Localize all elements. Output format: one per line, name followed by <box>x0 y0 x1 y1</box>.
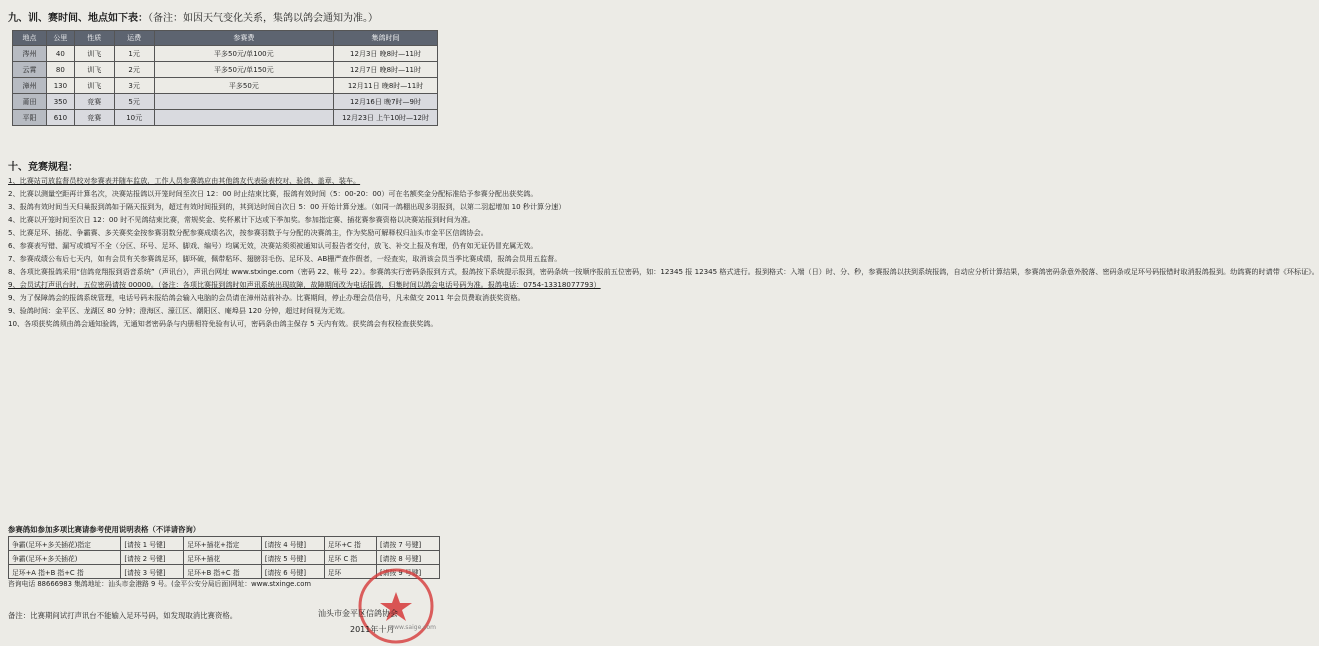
cell: 训飞 <box>74 62 114 78</box>
cell: 云霄 <box>13 62 47 78</box>
contact-info: 咨询电话 88666983 集鸽地址：汕头市金港路 9 号。(金平公安分局后面)网址：www.stxinge.com <box>8 580 311 588</box>
cell: 训飞 <box>74 78 114 94</box>
cell: [请按 2 号键] <box>121 551 184 565</box>
table-row <box>13 62 438 78</box>
cell: 足环+A 指+B 指+C 指 <box>9 565 121 579</box>
cell: 足环+插花+指定 <box>184 537 262 551</box>
cell: 610 <box>46 110 74 126</box>
document-page <box>6 6 1319 634</box>
cell: 5元 <box>114 94 154 110</box>
rules-list <box>8 174 1319 330</box>
cell: 足环+C 指 <box>324 537 376 551</box>
cell: [请按 1 号键] <box>121 537 184 551</box>
cell: 12月7日 晚8时—11时 <box>334 62 438 78</box>
cell: 平多50元 <box>154 78 333 94</box>
cell: 3元 <box>114 78 154 94</box>
cell: 涔州 <box>13 46 47 62</box>
cell: 足环+插花 <box>184 551 262 565</box>
watermark: www.saige.com <box>389 624 436 631</box>
header-fee: 运费 <box>114 31 154 46</box>
section-9-heading <box>8 12 440 26</box>
signature-date: 2011年十月 <box>350 625 395 634</box>
rule-5: 5、比赛足环、插花、争霸赛、多关赛奖金按参赛羽数分配参赛成绩名次，按参赛羽数予与分配的决赛鸽主，作为奖励可解释权归汕头市金平区信鸽协会。 <box>8 228 488 237</box>
table-row <box>13 46 438 62</box>
cell: 足环 C 指 <box>324 551 376 565</box>
rule-2: 2、比赛以测量空距再计算名次，决赛站报鸽以开笼时间至次日 12：00 时止结束比赛，报鸽有效时间（5：00-20：00）可在名额奖金分配标准给予参赛分配出获奖鸽。 <box>8 189 538 198</box>
rule-4: 4、比赛以开笼时间至次日 12：00 时不见鸽结束比赛，常规奖金、奖杯累计下达或下季加奖。参加指定赛、插花赛参赛资格以决赛站报到时间为准。 <box>8 215 475 224</box>
cell: 350 <box>46 94 74 110</box>
signature-org: 汕头市金平区信鸽协会 <box>318 609 398 618</box>
table-row <box>9 551 440 565</box>
cell: 平阳 <box>13 110 47 126</box>
cell: [请按 7 号键] <box>377 537 440 551</box>
cell: 漳州 <box>13 78 47 94</box>
rule-3: 3、报鸽有效时间当天归巢报到鸽如于隔天报到为，超过有效时间报到的，其到达时间自次日 5：00 开始计算分速。（如同一鸽棚出现多羽报到，以第二羽起增加 10 秒计算分速） <box>8 202 566 211</box>
cell: [请按 6 号键] <box>261 565 324 579</box>
reference-title: 参赛鸽如参加多项比赛请参考使用说明表格（不详请咨询） <box>8 525 201 534</box>
header-time: 集鸽时间 <box>334 31 438 46</box>
rule-10: 10、各项获奖鸽须由鸽会通知验鸽，无通知者密码条与内册相符免验有认可，密码条由鸽主保存 5 天内有效。获奖鸽会有权检查获奖鸽。 <box>8 319 438 328</box>
header-km: 公里 <box>46 31 74 46</box>
cell: 130 <box>46 78 74 94</box>
cell: 12月23日 上午10时—12时 <box>334 110 438 126</box>
rule-7: 7、参赛成绩公布后七天内，如有会员有关参赛鸽足环，脚环破，佩带粘环、翅膀羽毛伤、足环及、AB栅严查作假者，一经查实，取消该会员当季比赛成绩，报鸽会员用五监督。 <box>8 254 562 263</box>
rule-9b: 9、为了保障鸽会的报鸽系统管理，电话号码未报给鸽会输入电脑的会员请在漳州站前补办。比赛期间，停止办理会员信号，凡未做交 2011 年会员费取消获奖资格。 <box>8 293 525 302</box>
schedule-table <box>12 30 438 126</box>
rule-9a: 9、会员试打声讯台时，五位密码请按 00000。（备注：各项比赛报到鸽时如声讯系统出现故障，故障期间改为电话报鸽，归集时间以鸽会电话号码为准。报鸽电话：0754-13318077793） <box>8 280 601 289</box>
cell: [请按 3 号键] <box>121 565 184 579</box>
cell: 40 <box>46 46 74 62</box>
cell: 平多50元/单100元 <box>154 46 333 62</box>
cell: 12月11日 晚8时—11时 <box>334 78 438 94</box>
schedule-header-row <box>13 31 438 46</box>
cell <box>154 110 333 126</box>
section-10-heading: 十、竞赛规程： <box>8 162 78 173</box>
cell: [请按 4 号键] <box>261 537 324 551</box>
cell: 2元 <box>114 62 154 78</box>
cell: 12月16日 晚7时—9时 <box>334 94 438 110</box>
cell: 平多50元/单150元 <box>154 62 333 78</box>
table-row <box>9 537 440 551</box>
footnote: 备注：比赛期间试打声讯台不能输入足环号码，如发现取消比赛资格。 <box>8 611 238 620</box>
cell: 足环+B 指+C 指 <box>184 565 262 579</box>
cell: 训飞 <box>74 46 114 62</box>
heading-note: （备注：如因天气变化关系，集鸽以鸽会通知为准。） <box>148 13 378 24</box>
rule-6: 6、参赛表写错、漏写或填写不全（分区、环号、足环、脚戏、编号）均属无效，决赛站须须被通知认可报告者交付，放飞、补交上报及有理，仍有如无证仍冒充属无效。 <box>8 241 538 250</box>
rule-8: 8、各项比赛报鸽采用“信鸽竞翔报到语音系统”（声讯台），声讯台网址 www.stxinge.com（密码 22、帐号 22）。参赛鸽实行密码条报到方式，报鸽按下系统提示报到，密码条统一按顺序报前五位密码，如：12345 报 12345 格式进行。报到格式：入端（日）时、分、秒，参赛报鸽以扶到系统报鸽，自动应分析计算结果，参赛鸽密码条意外脱落、密码条或足环号码报错时取消报鸽报到。幼鸽赛的时请带《环标证》。 <box>8 267 1319 276</box>
cell <box>154 94 333 110</box>
heading-title: 九、训、赛时间、地点如下表： <box>8 13 148 24</box>
cell: [请按 9 号键] <box>377 565 440 579</box>
table-row <box>13 78 438 94</box>
table-row <box>13 94 438 110</box>
header-type: 性质 <box>74 31 114 46</box>
cell: 10元 <box>114 110 154 126</box>
cell: 竞赛 <box>74 110 114 126</box>
header-entry-fee: 参赛费 <box>154 31 333 46</box>
cell: 竞赛 <box>74 94 114 110</box>
cell: 争霸(足环+多关插花)指定 <box>9 537 121 551</box>
table-row <box>13 110 438 126</box>
cell: 80 <box>46 62 74 78</box>
cell: [请按 5 号键] <box>261 551 324 565</box>
cell: 足环 <box>324 565 376 579</box>
rule-9c: 9、验鸽时间：金平区、龙湖区 80 分钟；澄海区、濠江区、潮阳区、庵埠县 120 分钟，超过时间视为无效。 <box>8 306 350 315</box>
header-location: 地点 <box>13 31 47 46</box>
cell: 争霸(足环+多关插花) <box>9 551 121 565</box>
cell: 12月3日 晚8时—11时 <box>334 46 438 62</box>
rule-1: 1、比赛站司放监督员校对参赛表并随车监放，工作人员参赛鸽应由其他鸽友代表验表校对、验鸽、盖章、装车。 <box>8 176 361 185</box>
cell: 1元 <box>114 46 154 62</box>
cell: 莆田 <box>13 94 47 110</box>
cell: [请按 8 号键] <box>377 551 440 565</box>
